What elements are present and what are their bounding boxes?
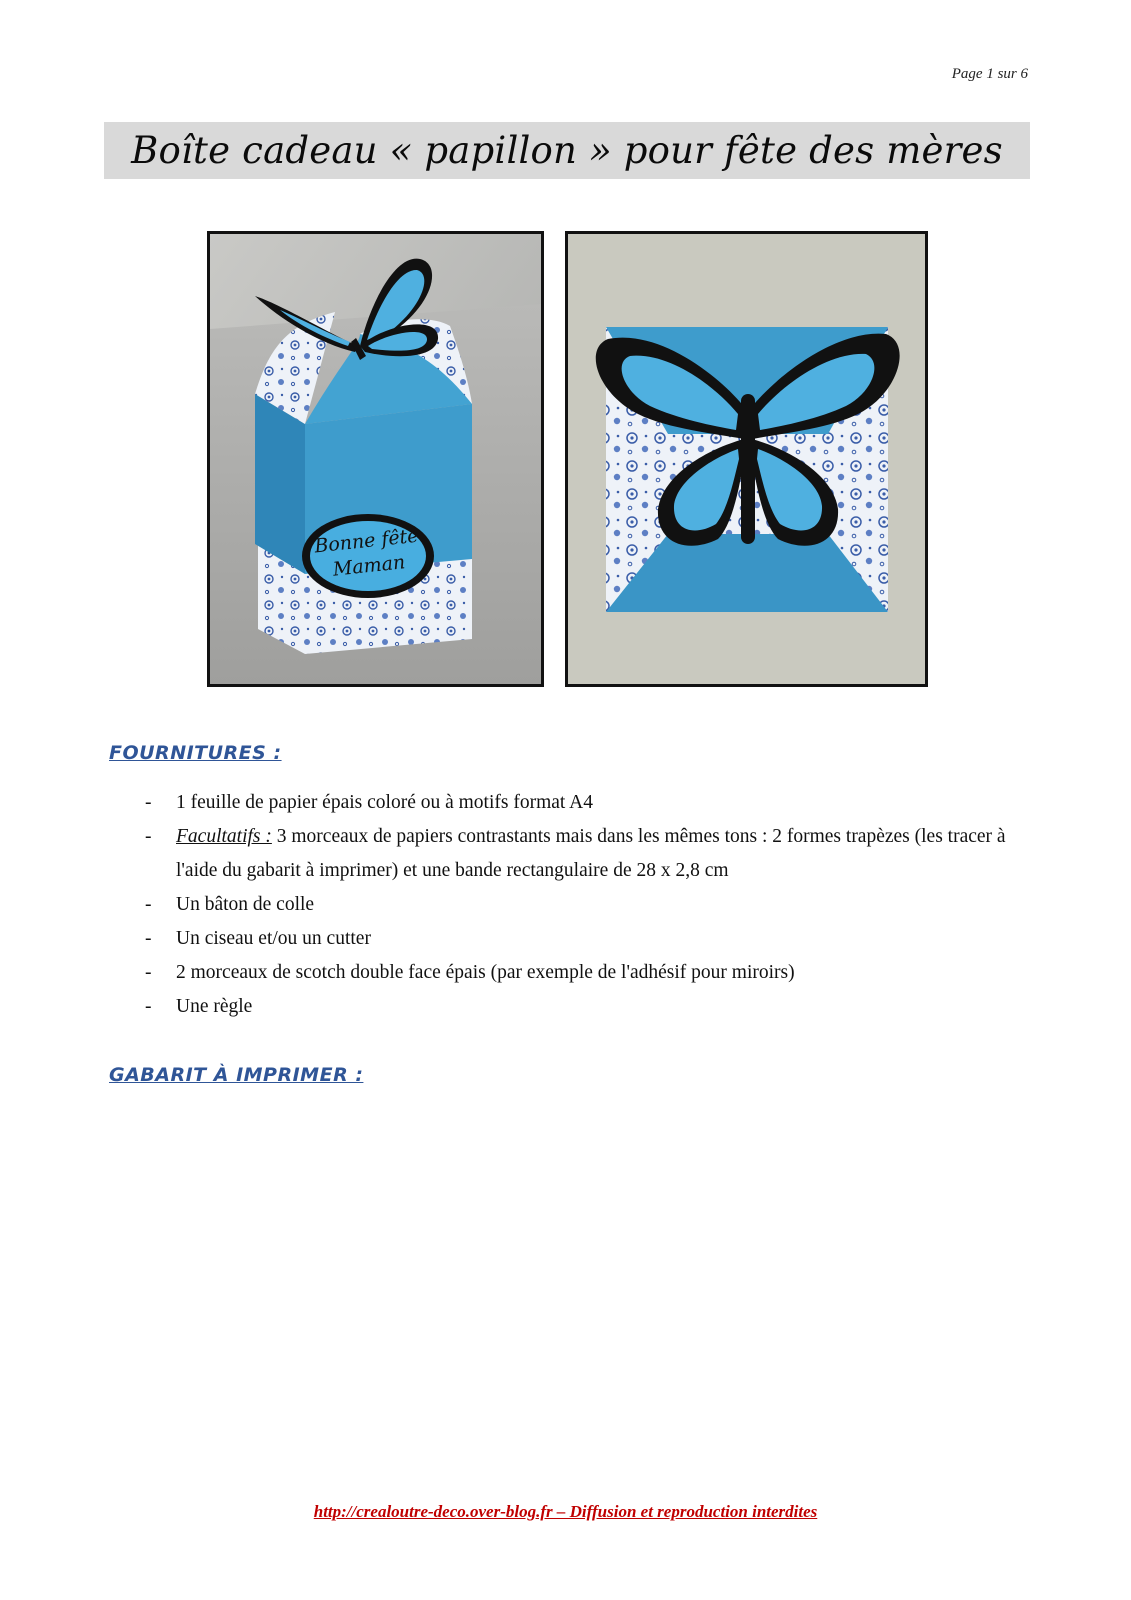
supplies-heading: FOURNITURES : xyxy=(109,742,282,764)
gift-box-top-illustration xyxy=(568,234,925,684)
supplies-list xyxy=(140,786,1030,1024)
box-label-line-2: Maman xyxy=(331,551,407,581)
photo-gift-box-top xyxy=(565,231,928,687)
optional-label: Facultatifs : xyxy=(176,826,272,847)
list-item: - 1 feuille de papier épais coloré ou à motifs format A4 xyxy=(145,792,593,813)
page-title: Boîte cadeau « papillon » pour fête des mères xyxy=(131,129,1003,172)
list-item: - Une règle xyxy=(145,996,253,1017)
title-band xyxy=(104,122,1030,179)
photo-gift-box-side xyxy=(207,231,544,687)
list-item: - Facultatifs : 3 morceaux de papiers contrastants mais dans les mêmes tons : 2 formes trapèzes (les tracer à l'aide du gabarit à imprimer) et une bande rectangulaire de 28 x 2,8 cm xyxy=(145,826,1006,881)
gift-box-side-illustration xyxy=(210,234,541,684)
page-number: Page 1 sur 6 xyxy=(951,66,1028,82)
template-heading: GABARIT À IMPRIMER : xyxy=(109,1064,364,1086)
footer-link[interactable]: http://crealoutre-deco.over-blog.fr – Diffusion et reproduction interdites xyxy=(313,1502,818,1521)
list-item: - 2 morceaux de scotch double face épais (par exemple de l'adhésif pour miroirs) xyxy=(145,962,795,983)
list-item: - Un ciseau et/ou un cutter xyxy=(145,928,371,949)
box-label-line-1: Bonne fête xyxy=(313,524,420,558)
list-item: - Un bâton de colle xyxy=(145,894,315,915)
